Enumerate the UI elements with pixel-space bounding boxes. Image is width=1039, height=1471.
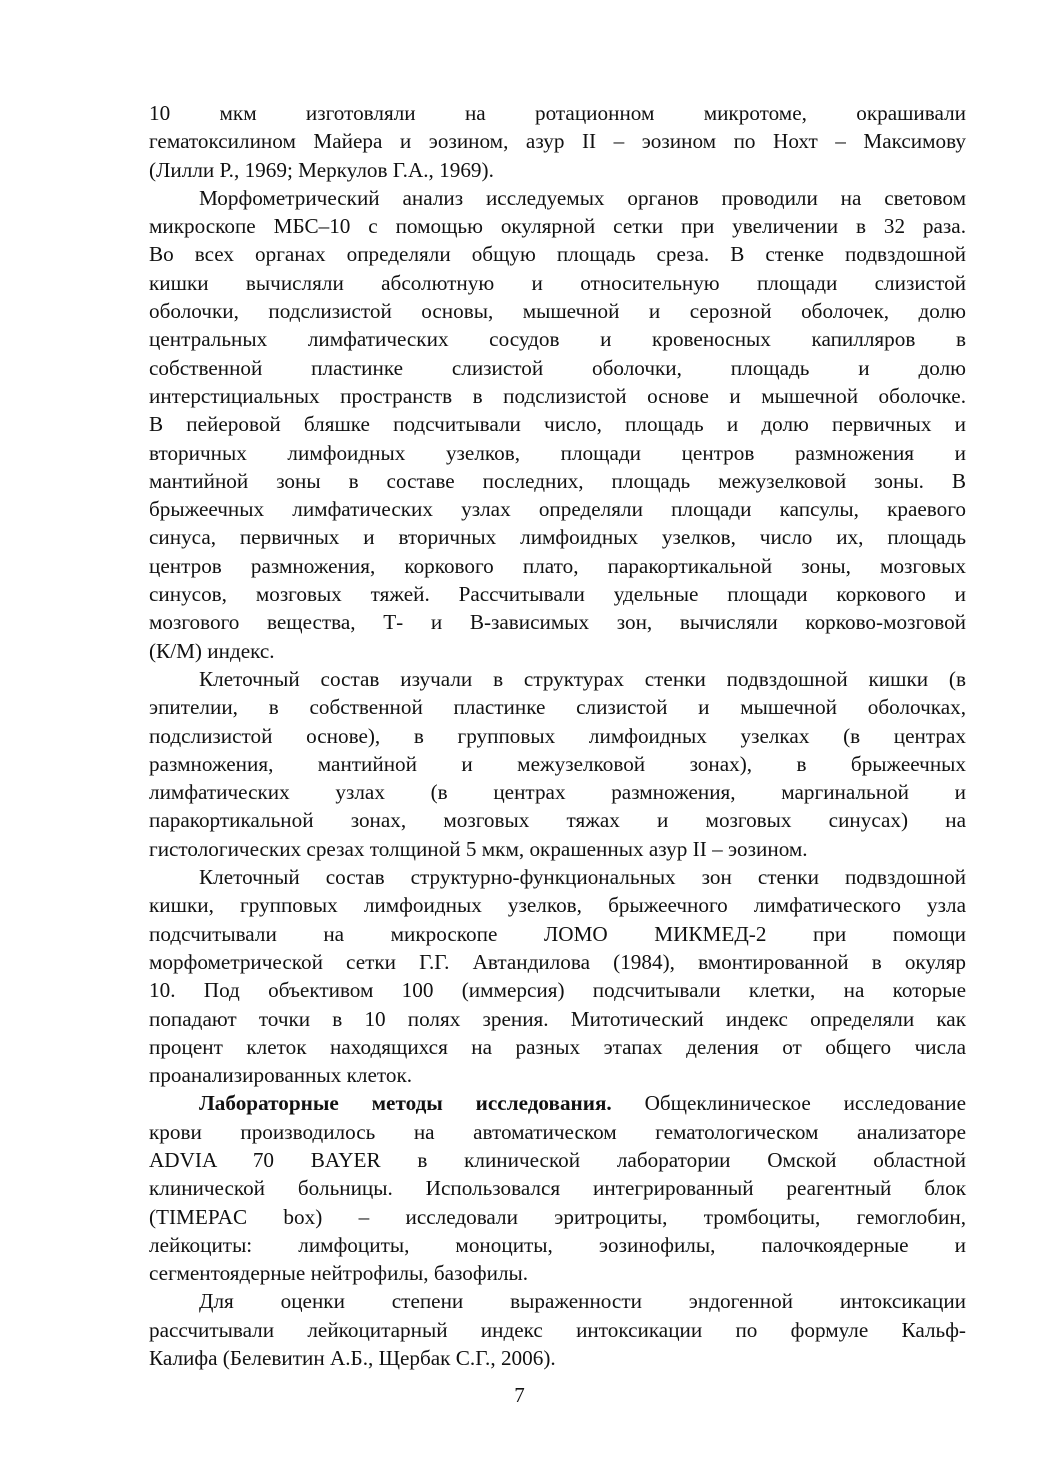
text-line: проанализированных клеток.: [149, 1063, 413, 1088]
section-heading: Лабораторные методы исследования.: [199, 1091, 612, 1116]
text-line: центров размножения, коркового плато, паракортикальной зоны, мозговых: [149, 553, 966, 578]
paragraph-4: [149, 863, 966, 1089]
text-line: Морфометрический анализ исследуемых органов проводили на световом: [199, 185, 966, 210]
text-line: брыжеечных лимфатических узлах определяли площади капсулы, краевого: [149, 497, 966, 522]
paragraph-1: [149, 99, 966, 184]
text-line: мантийной зоны в составе последних, площадь межузелковой зоны. В: [149, 468, 966, 493]
text-line: рассчитывали лейкоцитарный индекс интоксикации по формуле Кальф-: [149, 1317, 966, 1342]
text-line: подсчитывали на микроскопе ЛОМО МИКМЕД-2 при помощи: [149, 921, 966, 946]
text-line: сегментоядерные нейтрофилы, базофилы.: [149, 1261, 529, 1286]
text-line: Для оценки степени выраженности эндогенной интоксикации: [199, 1289, 966, 1314]
text-line: синуса, первичных и вторичных лимфоидных узелков, число их, площадь: [149, 525, 966, 550]
text-line: гематоксилином Майера и эозином, азур II – эозином по Нохт – Максимову: [149, 129, 966, 154]
text-line: подслизистой основе), в групповых лимфоидных узелках (в центрах: [149, 723, 966, 748]
paragraph-5: [149, 1089, 966, 1287]
text-line: Клеточный состав структурно-функциональных зон стенки подвздошной: [199, 865, 966, 890]
text-line: размножения, мантийной и межузелковой зонах), в брыжеечных: [149, 751, 966, 776]
text-line: Клеточный состав изучали в структурах стенки подвздошной кишки (в: [199, 666, 966, 691]
text-line: микроскопе МБС–10 с помощью окулярной сетки при увеличении в 32 раза.: [149, 214, 966, 239]
text-line: (TIMEPAC box) – исследовали эритроциты, тромбоциты, гемоглобин,: [149, 1204, 966, 1229]
page-body: [149, 99, 966, 1372]
text-line: В пейеровой бляшке подсчитывали число, площадь и долю первичных и: [149, 412, 966, 437]
paragraph-6: [149, 1287, 966, 1372]
text-line: собственной пластинке слизистой оболочки, площадь и долю: [149, 355, 966, 380]
text-line: паракортикальной зонах, мозговых тяжах и мозговых синусах) на: [149, 808, 966, 833]
text-line: лейкоциты: лимфоциты, моноциты, эозинофилы, палочкоядерные и: [149, 1232, 966, 1257]
text-line: интерстициальных пространств в подслизистой основе и мышечной оболочке.: [149, 383, 966, 408]
text-line: клинической больницы. Использовался интегрированный реагентный блок: [149, 1176, 966, 1201]
text-line: кишки вычисляли абсолютную и относительную площади слизистой: [149, 270, 966, 295]
paragraph-3: [149, 665, 966, 863]
text-line: синусов, мозговых тяжей. Рассчитывали удельные площади коркового и: [149, 582, 966, 607]
text-line: лимфатических узлах (в центрах размножения, маргинальной и: [149, 780, 966, 805]
text-line: крови производилось на автоматическом гематологическом анализаторе: [149, 1119, 966, 1144]
text-line: (Лилли Р., 1969; Меркулов Г.А., 1969).: [149, 157, 494, 182]
text-line: эпителии, в собственной пластинке слизистой и мышечной оболочках,: [149, 695, 966, 720]
text-line: морфометрической сетки Г.Г. Автандилова (1984), вмонтированной в окуляр: [149, 949, 966, 974]
text-line: ADVIA 70 BAYER в клинической лаборатории Омской областной: [149, 1147, 966, 1172]
text-line: Калифа (Белевитин А.Б., Щербак С.Г., 2006).: [149, 1346, 556, 1371]
heading-continuation: Общеклиническое исследование: [611, 1091, 966, 1116]
text-line: оболочки, подслизистой основы, мышечной и серозной оболочек, долю: [149, 299, 966, 324]
paragraph-2: [149, 184, 966, 665]
text-line: вторичных лимфоидных узелков, площади центров размножения и: [149, 440, 966, 465]
text-line: мозгового вещества, Т- и В-зависимых зон, вычисляли корково-мозговой: [149, 610, 966, 635]
text-line: [149, 1089, 966, 1117]
text-line: попадают точки в 10 полях зрения. Митотический индекс определяли как: [149, 1006, 966, 1031]
text-line: процент клеток находящихся на разных этапах деления от общего числа: [149, 1034, 966, 1059]
page-number: 7: [514, 1383, 525, 1407]
text-line: (К/М) индекс.: [149, 638, 275, 663]
text-line: Во всех органах определяли общую площадь среза. В стенке подвздошной: [149, 242, 966, 267]
text-line: гистологических срезах толщиной 5 мкм, окрашенных азур II – эозином.: [149, 836, 808, 861]
text-line: 10 мкм изготовляли на ротационном микротоме, окрашивали: [149, 101, 966, 125]
text-line: кишки, групповых лимфоидных узелков, брыжеечного лимфатического узла: [149, 893, 966, 918]
text-line: центральных лимфатических сосудов и кровеносных капилляров в: [149, 327, 966, 352]
text-line: 10. Под объективом 100 (иммерсия) подсчитывали клетки, на которые: [149, 978, 966, 1003]
